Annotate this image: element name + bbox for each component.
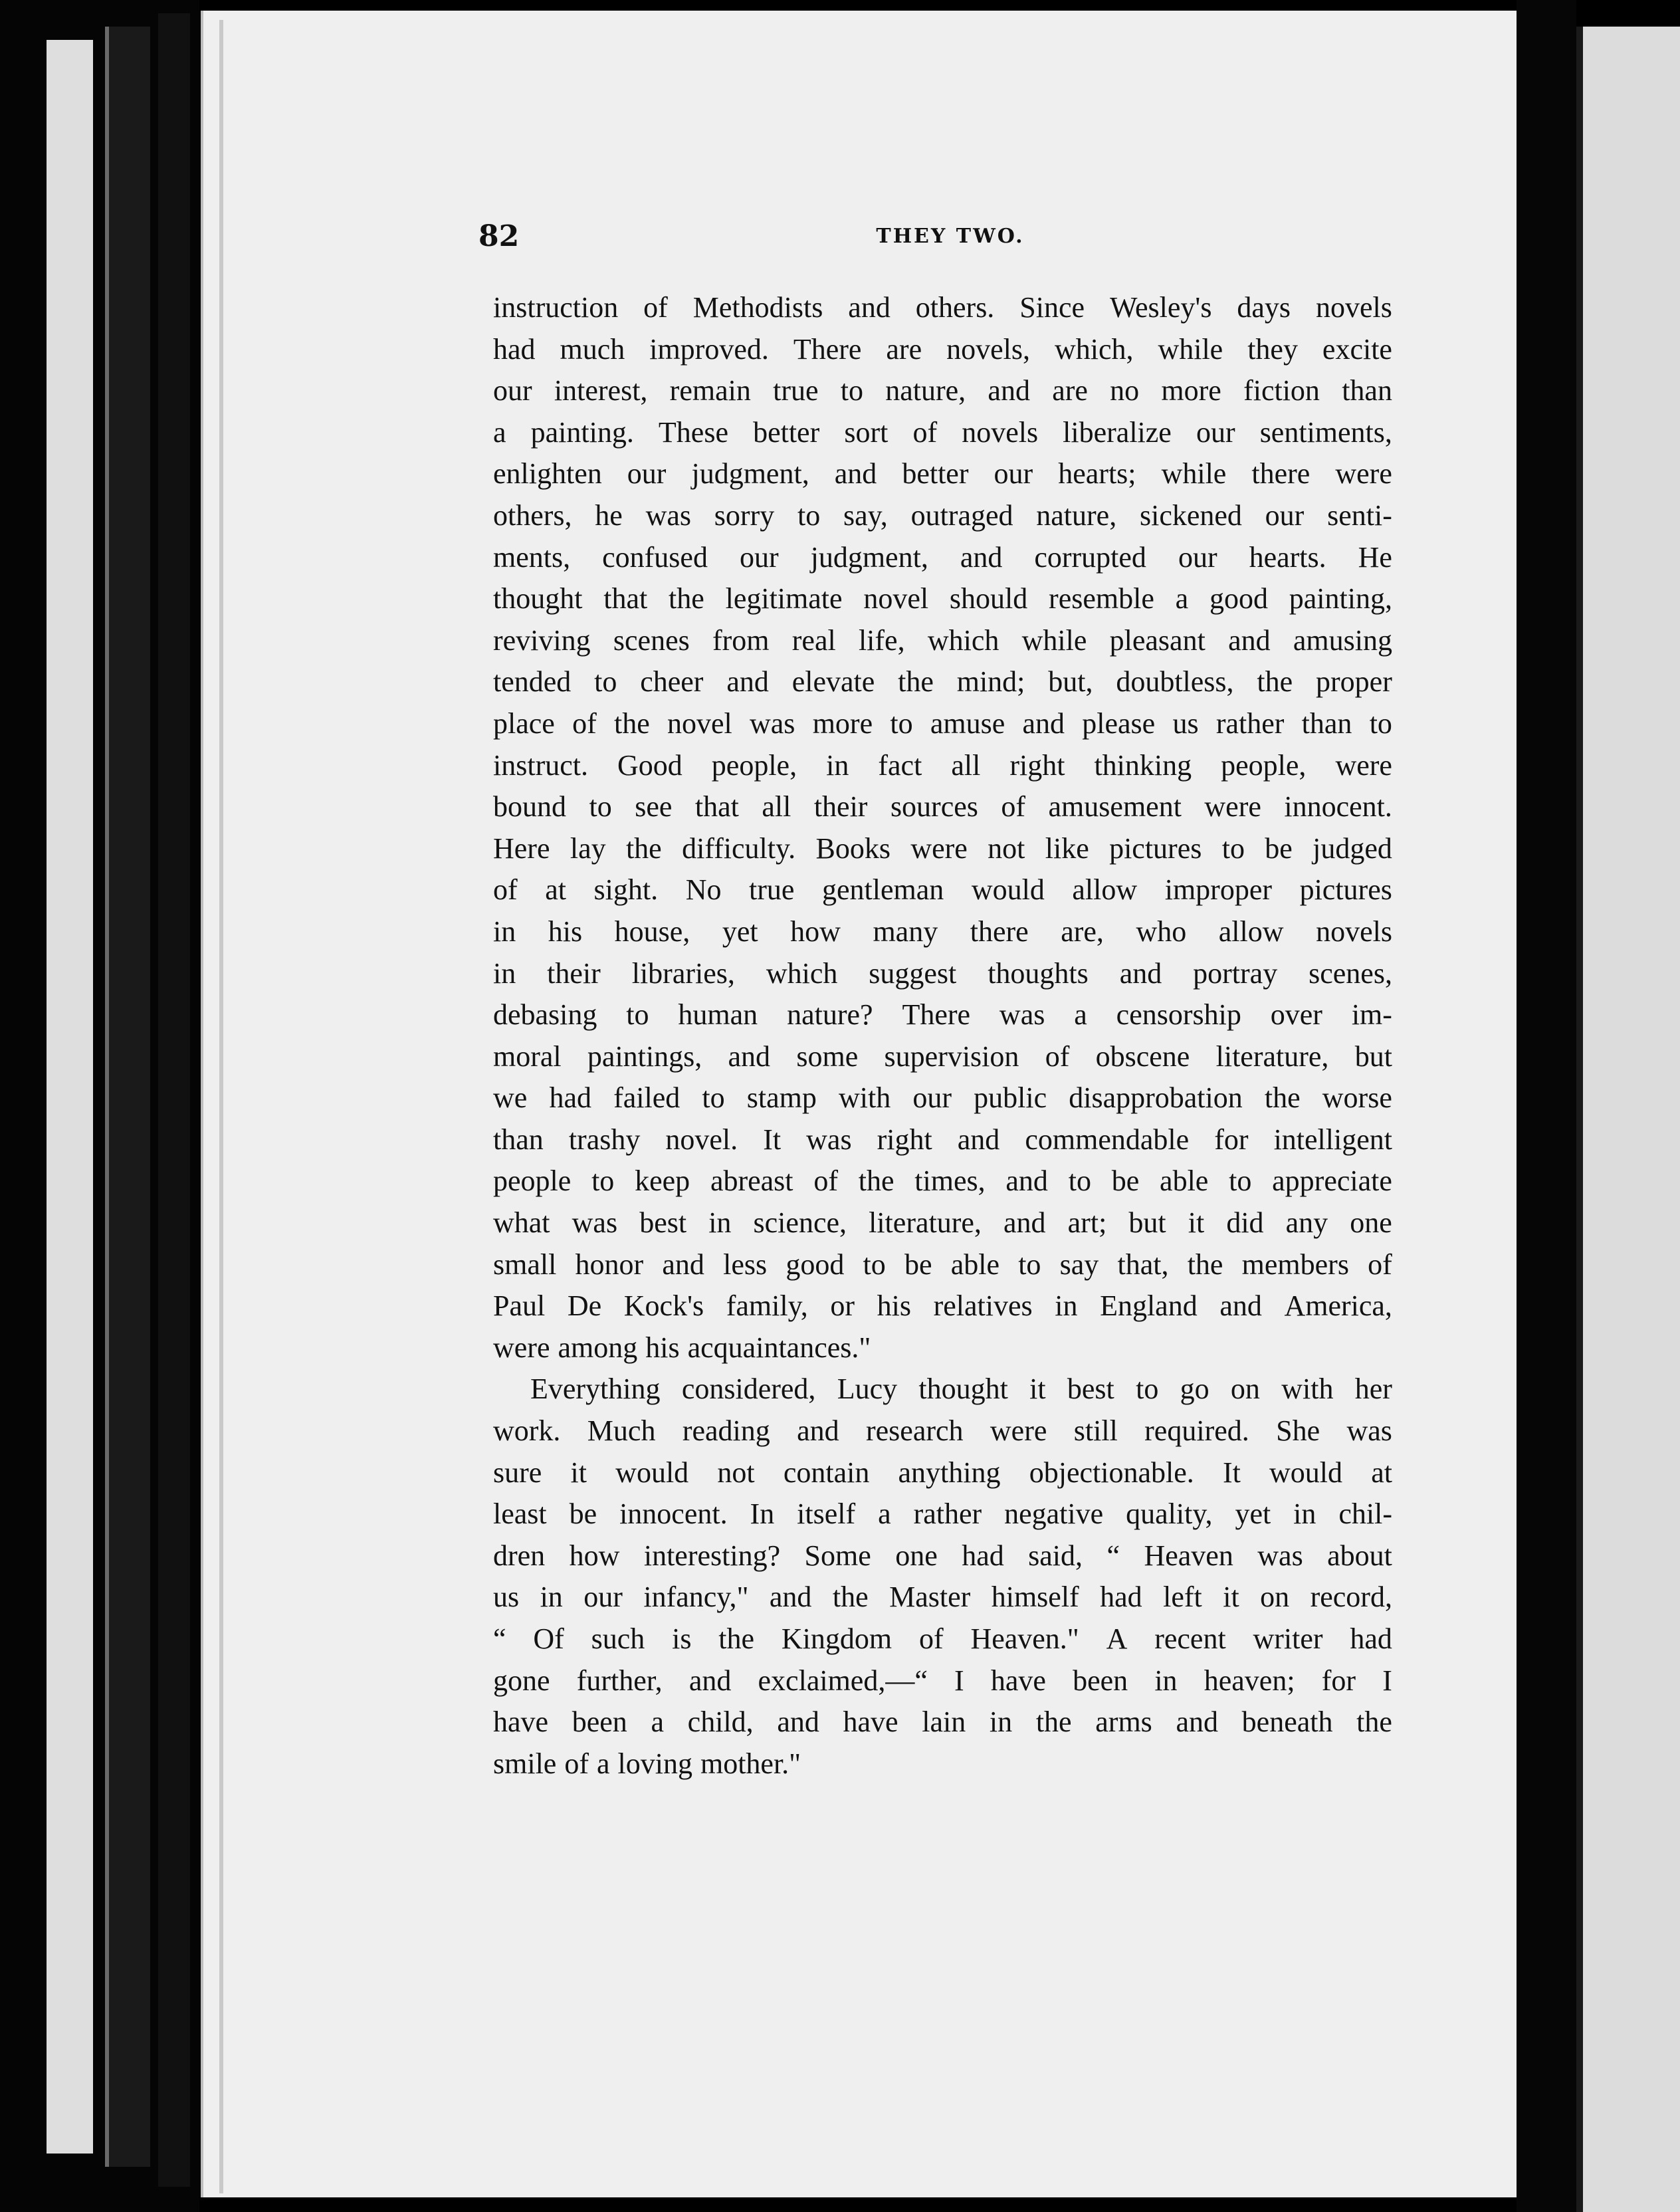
text-line: Paul De Kock's family, or his relatives in England and America, (493, 1289, 1392, 1323)
text-line: others, he was sorry to say, outraged nature, sickened our senti- (493, 498, 1392, 532)
text-line: least be innocent. In itself a rather negative quality, yet in chil- (493, 1497, 1392, 1531)
spine-gutter (158, 13, 190, 2187)
page-inner-edge (219, 20, 223, 2193)
text-line: Everything considered, Lucy thought it best to go on with her (530, 1373, 1392, 1406)
text-line: in his house, yet how many there are, who allow novels (493, 915, 1392, 948)
text-line: we had failed to stamp with our public disapprobation the worse (493, 1081, 1392, 1115)
text-line: of at sight. No true gentleman would allow improper pictures (493, 873, 1392, 907)
next-page-border (1576, 27, 1583, 2212)
page-number: 82 (478, 219, 520, 253)
text-line: in their libraries, which suggest thoughts and portray scenes, (493, 956, 1392, 990)
text-line: tended to cheer and elevate the mind; but, doubtless, the proper (493, 665, 1392, 699)
text-line: enlighten our judgment, and better our hearts; while there were (493, 457, 1392, 491)
text-line: dren how interesting? Some one had said, “ Heaven was about (493, 1539, 1392, 1572)
running-head: THEY TWO. (876, 225, 1025, 248)
text-line: work. Much reading and research were still required. She was (493, 1414, 1392, 1448)
text-line: sure it would not contain anything objectionable. It would at (493, 1456, 1392, 1489)
text-line: “ Of such is the Kingdom of Heaven." A recent writer had (493, 1622, 1392, 1655)
text-line: ments, confused our judgment, and corrupted our hearts. He (493, 540, 1392, 574)
text-line: moral paintings, and some supervision of obscene literature, but (493, 1040, 1392, 1073)
text-line: thought that the legitimate novel should resemble a good painting, (493, 582, 1392, 615)
right-edge-shadow (1517, 0, 1576, 2212)
text-line: were among his acquaintances." (493, 1331, 871, 1364)
text-line: us in our infancy," and the Master himself had left it on record, (493, 1581, 1392, 1614)
text-line: instruct. Good people, in fact all right thinking people, were (493, 748, 1392, 782)
text-line: gone further, and exclaimed,—“ I have been in heaven; for I (493, 1664, 1392, 1697)
next-page-edge (1576, 27, 1680, 2212)
text-line: what was best in science, literature, and art; but it did any one (493, 1206, 1392, 1240)
text-line: had much improved. There are novels, which, while they excite (493, 332, 1392, 366)
text-line: small honor and less good to be able to say that, the members of (493, 1248, 1392, 1281)
text-line: reviving scenes from real life, which while pleasant and amusing (493, 623, 1392, 657)
text-line: people to keep abreast of the times, and to be able to appreciate (493, 1164, 1392, 1198)
text-line: Here lay the difficulty. Books were not like pictures to be judged (493, 831, 1392, 865)
page-header (465, 219, 1435, 259)
spine-binding (105, 27, 150, 2167)
text-line: smile of a loving mother." (493, 1747, 801, 1780)
body-text (493, 287, 1392, 1785)
text-line: than trashy novel. It was right and commendable for intelligent (493, 1123, 1392, 1156)
text-line: debasing to human nature? There was a censorship over im- (493, 998, 1392, 1032)
text-line: bound to see that all their sources of amusement were innocent. (493, 790, 1392, 824)
previous-page-edge (47, 40, 93, 2154)
text-line: place of the novel was more to amuse and please us rather than to (493, 707, 1392, 740)
text-line: have been a child, and have lain in the arms and beneath the (493, 1706, 1392, 1739)
text-line: a painting. These better sort of novels liberalize our sentiments, (493, 415, 1392, 449)
text-line: instruction of Methodists and others. Since Wesley's days novels (493, 291, 1392, 324)
text-line: our interest, remain true to nature, and are no more fiction than (493, 374, 1392, 407)
